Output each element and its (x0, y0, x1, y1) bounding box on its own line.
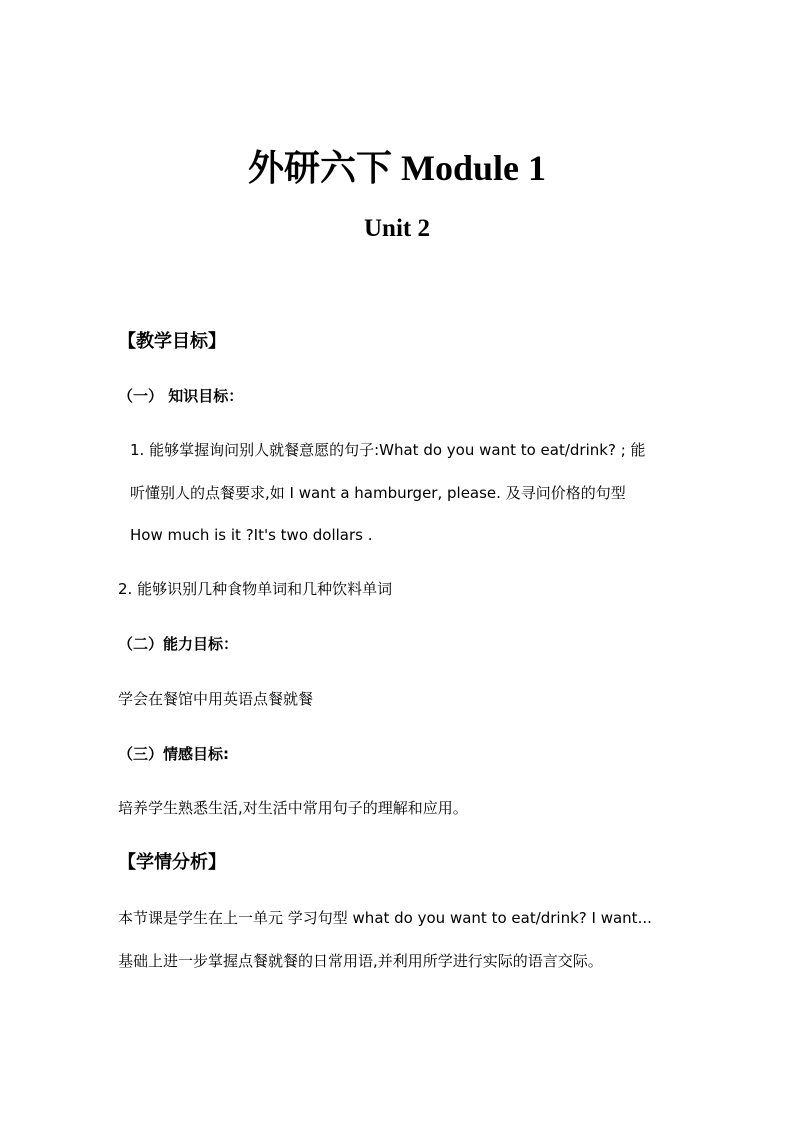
document-title: 外研六下 Module 1 (247, 148, 546, 188)
ability-text: 学会在餐馆中用英语点餐就餐 (118, 690, 314, 708)
knowledge-item1-line3: How much is it ?It's two dollars . (130, 526, 373, 544)
emotion-text: 培养学生熟悉生活,对生活中常用句子的理解和应用。 (118, 799, 468, 817)
ability-heading: （二）能力目标： (118, 635, 239, 653)
knowledge-item2: 2. 能够识别几种食物单词和几种饮料单词 (118, 580, 393, 598)
document-subtitle: Unit 2 (364, 215, 430, 242)
knowledge-item1-line1: 1. 能够掌握询问别人就餐意愿的句子:What do you want to eat/drink? ; 能 (130, 441, 646, 459)
knowledge-heading: （一） 知识目标： (118, 387, 244, 405)
knowledge-item1-line2: 听懂别人的点餐要求,如 I want a hamburger, please. 及寻问价格的句型 (130, 484, 626, 502)
objectives-heading: 【教学目标】 (118, 331, 226, 352)
analysis-line2: 基础上进一步掌握点餐就餐的日常用语,并利用所学进行实际的语言交际。 (118, 952, 603, 970)
emotion-heading: （三）情感目标: (118, 745, 229, 763)
analysis-heading: 【学情分析】 (118, 852, 226, 873)
analysis-line1: 本节课是学生在上一单元 学习句型 what do you want to eat/drink? I want... (118, 909, 652, 927)
